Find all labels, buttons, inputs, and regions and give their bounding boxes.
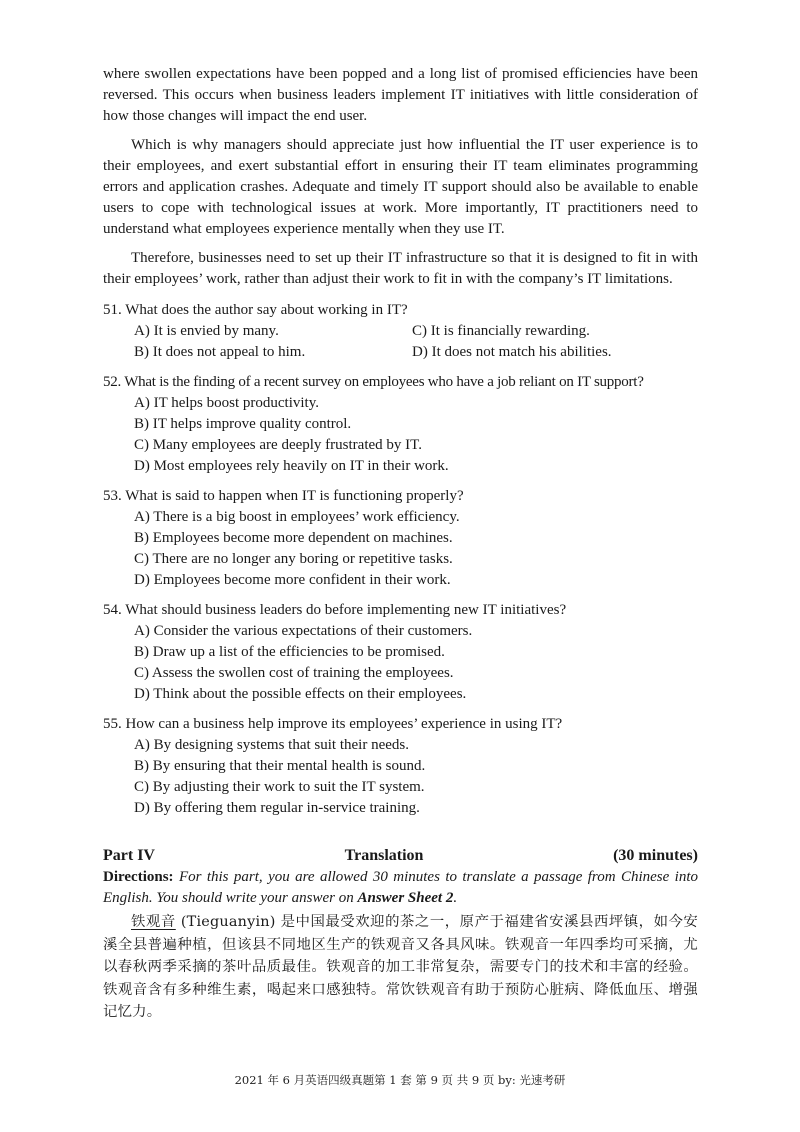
passage-paragraph: where swollen expectations have been popped and a long list of promised efficiencies have been reversed. This occurs when business leaders implement IT initiatives with little consideration of how those changes will impact the end user. [103, 66, 698, 124]
answer-option: B) It does not appeal to him. [134, 344, 306, 360]
question-stem: 54. What should business leaders do before implementing new IT initiatives? [103, 602, 567, 618]
answer-option: A) IT helps boost productivity. [134, 395, 319, 411]
question-stem: 51. What does the author say about working in IT? [103, 302, 408, 318]
question-51 [103, 300, 698, 363]
translation-passage [103, 911, 698, 1024]
translation-text: (Tieguanyin) 是中国最受欢迎的茶之一，原产于福建省安溪县西坪镇，如今安溪全县普遍种植，但该县不同地区生产的铁观音又各具风味。铁观音一年四季均可采摘，尤以春秋两季采摘的茶叶品质最佳。铁观音的加工非常复杂，需要专门的技术和丰富的经验。铁观音含有多种维生素，喝起来口感独特。常饮铁观音有助于预防心脏病、降低血压、增强记忆力。 [103, 914, 699, 1020]
question-52 [103, 372, 698, 477]
question-stem: 55. How can a business help improve its employees’ experience in using IT? [103, 716, 563, 732]
part-header [103, 845, 698, 867]
directions-text: For this part, you are allowed 30 minutes to translate a passage from Chinese into English. You should write your answer on [103, 869, 698, 906]
answer-option: C) By adjusting their work to suit the IT system. [134, 779, 425, 795]
answer-option: A) It is envied by many. [134, 323, 279, 339]
section-title: Translation [344, 847, 424, 864]
answer-option: D) It does not match his abilities. [412, 344, 612, 360]
section-time: (30 minutes) [613, 847, 698, 864]
passage-paragraph: Therefore, businesses need to set up their IT infrastructure so that it is designed to fit in with their employees’ work, rather than adjust their work to fit in with the company’s IT limitations. [103, 250, 698, 287]
directions-label: Directions: [103, 869, 174, 885]
answer-option: D) By offering them regular in-service training. [134, 800, 420, 816]
reading-passage [103, 64, 698, 290]
answer-option: A) By designing systems that suit their needs. [134, 737, 409, 753]
page-footer: 2021 年 6 月英语四级真题第 1 套 第 9 页 共 9 页 by: 光速考研 [234, 1073, 566, 1087]
answer-option: B) Employees become more dependent on machines. [134, 530, 453, 546]
part-label: Part IV [103, 847, 155, 864]
question-54 [103, 600, 698, 705]
translation-term: 铁观音 [131, 914, 176, 930]
answer-option: C) Assess the swollen cost of training the employees. [134, 665, 454, 681]
answer-option: A) Consider the various expectations of their customers. [134, 623, 473, 639]
question-55 [103, 714, 698, 819]
directions [103, 867, 698, 909]
passage-paragraph: Which is why managers should appreciate just how influential the IT user experience is to their employees, and exert substantial effort in ensuring their IT team eliminates programming errors and application crashes. Adequate and timely IT support should also be available to enable users to cope with technological issues at work. More importantly, IT practitioners need to understand what employees experience mentally when they use IT. [103, 137, 698, 237]
directions-end: . [453, 890, 458, 906]
exam-page [103, 64, 698, 1024]
answer-sheet-ref: Answer Sheet 2 [357, 890, 454, 906]
answer-option: D) Employees become more confident in their work. [134, 572, 451, 588]
answer-option: D) Most employees rely heavily on IT in their work. [134, 458, 449, 474]
question-53 [103, 486, 698, 591]
answer-option: C) It is financially rewarding. [412, 323, 590, 339]
answer-option: C) There are no longer any boring or repetitive tasks. [134, 551, 453, 567]
answer-option: A) There is a big boost in employees’ work efficiency. [134, 509, 460, 525]
question-stem: 53. What is said to happen when IT is functioning properly? [103, 488, 464, 504]
answer-option: B) By ensuring that their mental health is sound. [134, 758, 426, 774]
question-stem: 52. What is the finding of a recent survey on employees who have a job reliant on IT support? [103, 374, 644, 390]
answer-option: C) Many employees are deeply frustrated by IT. [134, 437, 422, 453]
answer-option: D) Think about the possible effects on their employees. [134, 686, 467, 702]
answer-option: B) Draw up a list of the efficiencies to be promised. [134, 644, 445, 660]
answer-option: B) IT helps improve quality control. [134, 416, 352, 432]
